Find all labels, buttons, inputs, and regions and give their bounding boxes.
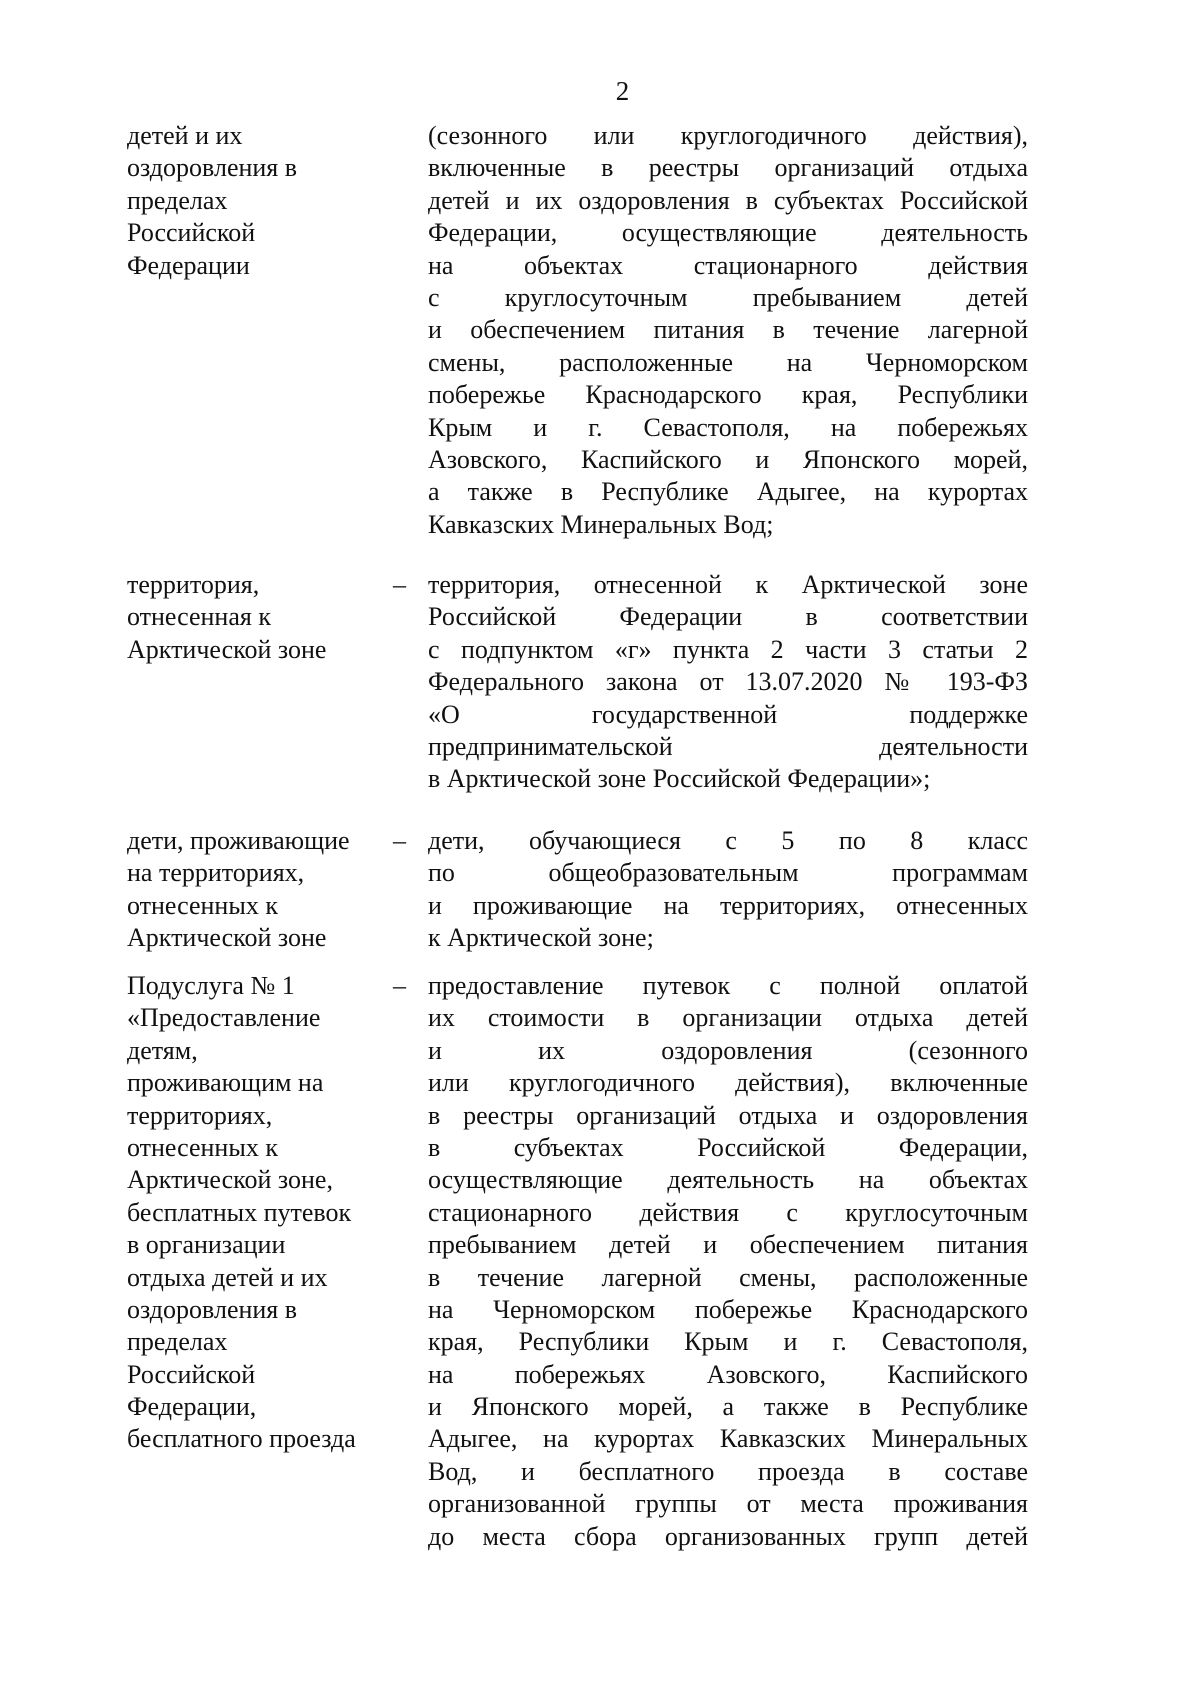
term-line: отнесенных к	[127, 1132, 278, 1162]
definition-line: Вод, и бесплатного проезда в составе	[428, 1456, 1028, 1486]
term-line: пределах	[127, 185, 228, 215]
definition-line: в субъектах Российской Федерации,	[428, 1132, 1028, 1162]
definition-line: Федерации, осуществляющие деятельность	[428, 218, 1028, 248]
definition-line: детей и их оздоровления в субъектах Российской	[428, 185, 1028, 215]
term-line: Арктической зоне	[127, 634, 327, 664]
definition-line: Адыгее, на курортах Кавказских Минеральных	[428, 1424, 1028, 1454]
definition-line: предоставление путевок с полной оплатой	[428, 971, 1028, 1000]
definition-line: дети, обучающиеся с 5 по 8 класс	[428, 826, 1028, 855]
entry-term	[127, 970, 397, 1456]
term-line: проживающим на	[127, 1068, 324, 1098]
definition-line: до места сбора организованных групп детей	[428, 1521, 1028, 1551]
term-line: отдыха детей и их	[127, 1262, 328, 1292]
term-line: отнесенная к	[127, 602, 271, 632]
term-line: Федерации	[127, 250, 250, 280]
entry-dash: –	[393, 570, 406, 599]
definition-line: в течение лагерной смены, расположенные	[428, 1262, 1028, 1292]
definition-line: и Японского морей, а также в Республике	[428, 1392, 1028, 1422]
term-line: оздоровления в	[127, 1294, 298, 1324]
definition-line: на объектах стационарного действия	[428, 250, 1028, 280]
definition-line: края, Республики Крым и г. Севастополя,	[428, 1327, 1028, 1357]
definition-line: их стоимости в организации отдыха детей	[428, 1003, 1028, 1033]
definition-line: смены, расположенные на Черноморском	[428, 347, 1028, 377]
definition-line: Федерального закона от 13.07.2020 № 193-ФЗ	[428, 667, 1028, 697]
term-line: территориях,	[127, 1100, 273, 1130]
entry-term	[127, 825, 397, 955]
definition-line: пребыванием детей и обеспечением питания	[428, 1230, 1028, 1260]
definition-line: организованной группы от места проживания	[428, 1489, 1028, 1519]
term-line: в организации	[127, 1230, 286, 1260]
definition-line: территория, отнесенной к Арктической зоне	[428, 570, 1028, 599]
definition-line: Российской Федерации в соответствии	[428, 602, 1028, 632]
definition-line: и обеспечением питания в течение лагерной	[428, 315, 1028, 345]
definition-line: в реестры организаций отдыха и оздоровления	[428, 1100, 1028, 1130]
definition-line: Азовского, Каспийского и Японского морей,	[428, 444, 1028, 474]
term-line: «Предоставление	[127, 1003, 321, 1033]
definition-line: Крым и г. Севастополя, на побережьях	[428, 412, 1028, 442]
term-line: оздоровления в	[127, 153, 298, 183]
entry-definition	[428, 970, 1028, 1553]
term-line: пределах	[127, 1327, 228, 1357]
term-line: детей и их	[127, 121, 243, 150]
definition-line: с подпунктом «г» пункта 2 части 3 статьи 2	[428, 634, 1028, 664]
definition-line: включенные в реестры организаций отдыха	[428, 153, 1028, 183]
page-number: 2	[615, 76, 630, 106]
definition-line: по общеобразовательным программам	[428, 858, 1028, 888]
definition-line: и их оздоровления (сезонного	[428, 1035, 1028, 1065]
definition-line: побережье Краснодарского края, Республики	[428, 380, 1028, 410]
definition-line: к Арктической зоне;	[428, 923, 654, 953]
definition-line: на Черноморском побережье Краснодарского	[428, 1294, 1028, 1324]
term-line: Подуслуга № 1	[127, 971, 295, 1000]
definition-line: предпринимательской деятельности	[428, 731, 1028, 761]
term-line: Российской	[127, 218, 256, 248]
entry-definition	[428, 825, 1028, 955]
term-line: отнесенных к	[127, 890, 278, 920]
term-line: на территориях,	[127, 858, 305, 888]
definition-line: Кавказских Минеральных Вод;	[428, 509, 774, 539]
term-line: Арктической зоне,	[127, 1165, 333, 1195]
term-line: бесплатного проезда	[127, 1424, 356, 1454]
definition-line: или круглогодичного действия), включенные	[428, 1068, 1028, 1098]
term-line: детям,	[127, 1035, 198, 1065]
term-line: территория,	[127, 570, 260, 599]
term-line: Арктической зоне	[127, 923, 327, 953]
definition-line: (сезонного или круглогодичного действия),	[428, 121, 1028, 150]
definition-line: «О государственной поддержке	[428, 699, 1028, 729]
definition-line: и проживающие на территориях, отнесенных	[428, 890, 1028, 920]
term-line: Федерации,	[127, 1392, 257, 1422]
definition-line: с круглосуточным пребыванием детей	[428, 282, 1028, 312]
definition-line: стационарного действия с круглосуточным	[428, 1197, 1028, 1227]
definition-line: в Арктической зоне Российской Федерации»;	[428, 764, 931, 794]
term-line: Российской	[127, 1359, 256, 1389]
definition-line: на побережьях Азовского, Каспийского	[428, 1359, 1028, 1389]
entry-term	[127, 120, 397, 282]
entry-term	[127, 569, 397, 666]
entry-definition	[428, 569, 1028, 796]
term-line: дети, проживающие	[127, 826, 350, 855]
definition-line: а также в Республике Адыгее, на курортах	[428, 477, 1028, 507]
entry-dash: –	[393, 826, 406, 855]
term-line: бесплатных путевок	[127, 1197, 352, 1227]
definition-line: осуществляющие деятельность на объектах	[428, 1165, 1028, 1195]
entry-definition	[428, 120, 1028, 541]
entry-dash: –	[393, 971, 406, 1000]
